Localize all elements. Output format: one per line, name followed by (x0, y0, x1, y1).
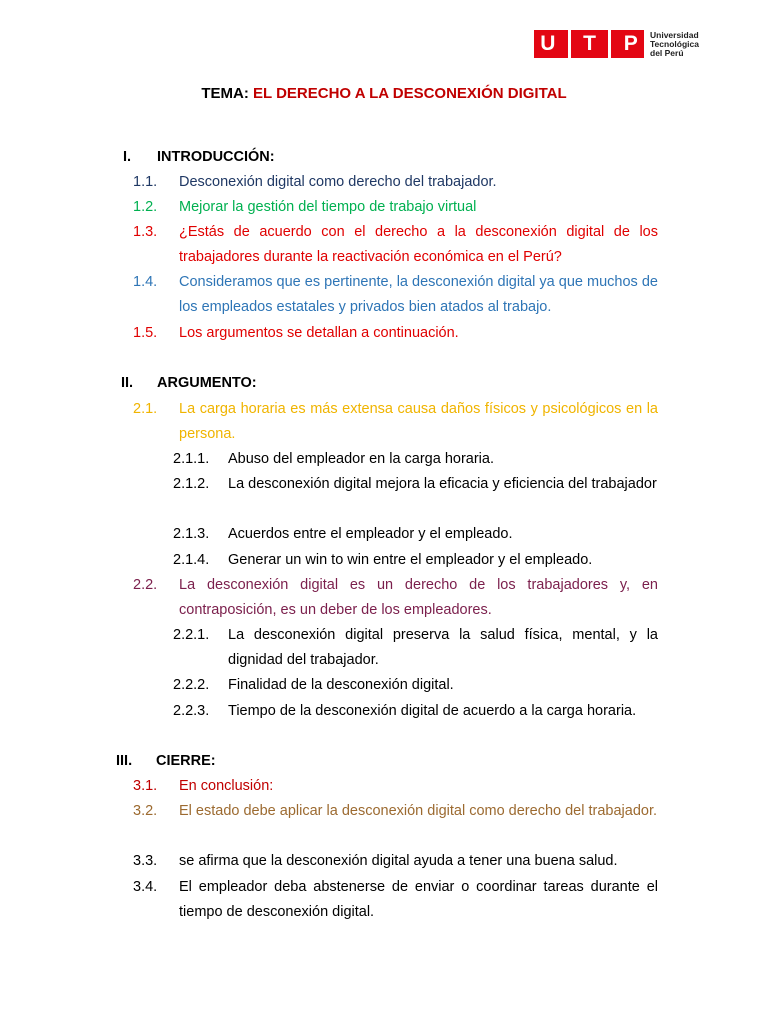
item-number: 2.2.1. (173, 627, 210, 643)
item-text: Consideramos que es pertinente, la desconexión digital ya que muchos de los empleados estatales y privados bien atados al trabajo. (179, 274, 658, 315)
item-text: La carga horaria es más extensa causa daños físicos y psicológicos en la persona. (179, 401, 658, 442)
item-text: ¿Estás de acuerdo con el derecho a la desconexión digital de los trabajadores durante la reactivación económica en el Perú? (179, 224, 658, 265)
item-number: 2.2. (133, 577, 158, 593)
item-number: 1.2. (133, 199, 158, 215)
logo-separator (608, 30, 611, 58)
section-title: ARGUMENTO: (157, 375, 257, 391)
item-number: 1.1. (133, 174, 158, 190)
item-text: se afirma que la desconexión digital ayuda a tener una buena salud. (179, 853, 618, 869)
item-number: 2.1.2. (173, 476, 210, 492)
item-number: 3.3. (133, 853, 158, 869)
item-number: 1.3. (133, 224, 158, 240)
item-number: 2.1.1. (173, 451, 210, 467)
logo-letter-p: P (623, 32, 638, 55)
item-text: Acuerdos entre el empleador y el empleado. (228, 526, 513, 542)
item-number: 3.2. (133, 803, 158, 819)
item-text: La desconexión digital preserva la salud física, mental, y la dignidad del trabajador. (228, 627, 658, 668)
university-name-line: Tecnológica (650, 38, 699, 49)
item-text: El estado debe aplicar la desconexión digital como derecho del trabajador. (179, 803, 658, 819)
item-text: Tiempo de la desconexión digital de acuerdo a la carga horaria. (228, 703, 637, 719)
utp-logo (534, 30, 699, 58)
item-text: La desconexión digital mejora la eficacia y eficiencia del trabajador (228, 476, 657, 492)
title-label: TEMA: (201, 85, 249, 102)
item-text: Desconexión digital como derecho del trabajador. (179, 174, 497, 190)
logo-separator (568, 30, 571, 58)
item-text: Generar un win to win entre el empleador y el empleado. (228, 552, 593, 568)
university-name-line: Universidad (650, 29, 699, 40)
section-number: II. (121, 375, 134, 391)
item-text: Los argumentos se detallan a continuación. (179, 325, 459, 341)
item-number: 1.5. (133, 325, 158, 341)
item-number: 1.4. (133, 274, 158, 290)
logo-letter-u: U (540, 32, 556, 55)
item-number: 2.2.2. (173, 677, 210, 693)
section-title: INTRODUCCIÓN: (157, 149, 275, 165)
item-text: En conclusión: (179, 778, 274, 794)
item-number: 2.1.3. (173, 526, 210, 542)
item-number: 2.1. (133, 401, 158, 417)
item-text: Mejorar la gestión del tiempo de trabajo virtual (179, 199, 477, 215)
item-text: El empleador deba abstenerse de enviar o coordinar tareas durante el tiempo de desconexión digital. (179, 879, 658, 920)
utp-logo-mark (534, 30, 644, 58)
item-text: Finalidad de la desconexión digital. (228, 677, 454, 693)
section-number: I. (123, 149, 132, 165)
item-number: 3.4. (133, 879, 158, 895)
item-number: 2.1.4. (173, 552, 210, 568)
university-name (650, 31, 699, 58)
title-text: EL DERECHO A LA DESCONEXIÓN DIGITAL (253, 85, 567, 102)
item-number: 2.2.3. (173, 703, 210, 719)
logo-letter-t: T (583, 32, 596, 55)
item-text: La desconexión digital es un derecho de los trabajadores y, en contraposición, es un deber de los empleadores. (179, 577, 658, 618)
item-text: Abuso del empleador en la carga horaria. (228, 451, 494, 467)
document-title (0, 85, 768, 102)
university-name-line: del Perú (650, 47, 684, 58)
section-title: CIERRE: (156, 753, 216, 769)
section-number: III. (116, 753, 133, 769)
item-number: 3.1. (133, 778, 158, 794)
